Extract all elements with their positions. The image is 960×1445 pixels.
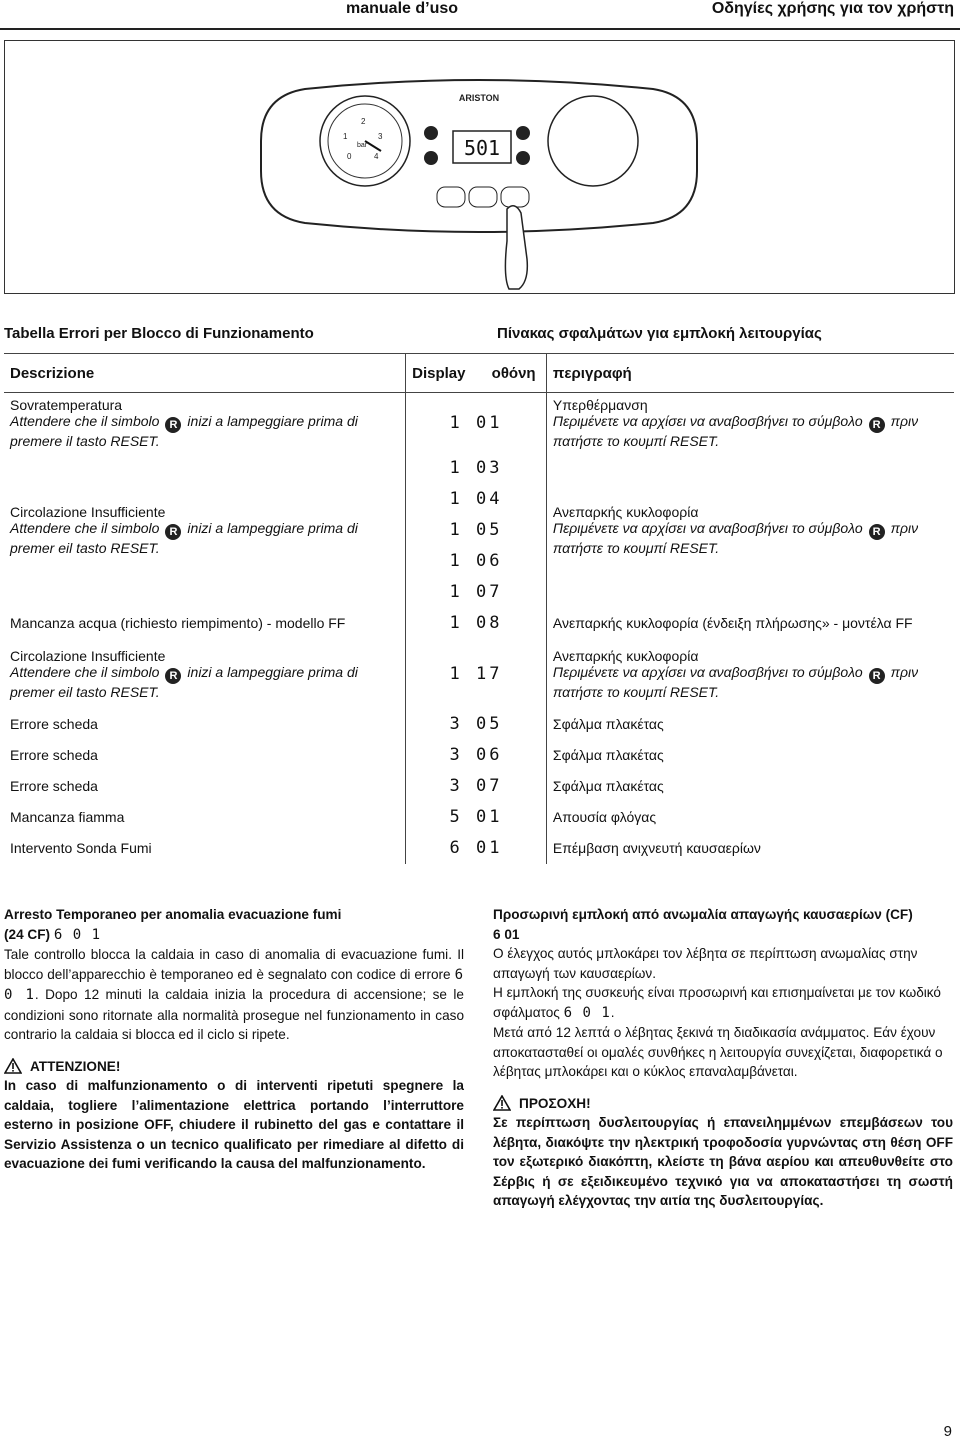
section-gr (493, 905, 953, 1211)
page-number: 9 (943, 1423, 952, 1440)
row-code: 1 17 (406, 639, 547, 709)
gauge-label-0: 0 (347, 152, 352, 161)
error-table (4, 353, 954, 864)
header-right: Οδηγίες χρήσης για τον χρήστη (711, 0, 954, 17)
row-desc-note-b: inizi a lampeggiare prima di premer eil tasto RESET. (10, 663, 358, 700)
row-code: 5 01 (406, 802, 547, 833)
row-gr-title: Υπερθέρμανση (552, 396, 648, 413)
lcd-code: 501 (463, 136, 501, 160)
section-it (4, 905, 464, 1174)
section-it-subcode: 6 0 1 (53, 926, 102, 943)
row-desc-gr: Σφάλμα πλακέτας (552, 747, 664, 763)
row-desc-gr: Ανεπαρκής κυκλοφορία (ένδειξη πλήρωσης» - μοντέλα FF (552, 615, 913, 631)
gauge-label-1: 1 (343, 132, 348, 141)
section-gr-p1: Ο έλεγχος αυτός μπλοκάρει τον λέβητα σε περίπτωση ανωμαλίας στην απαγωγή των καυσαερίων. (493, 946, 918, 981)
row-desc (4, 453, 406, 608)
row-desc: Mancanza acqua (richiesto riempimento) - modello FF (10, 615, 346, 631)
header-display-it: Display (412, 364, 466, 382)
row-desc-note-a: Attendere che il simbolo (10, 412, 160, 429)
row-desc-gr (546, 393, 954, 453)
section-it-p1b: . Dopo 12 minuti la caldaia inizia la procedura di accensione; se le condizioni sono ritornate alla normalità prosegue nel funzionamento in caso contrario la caldaia si blocca ed il ciclo si ripete. (4, 987, 464, 1042)
table-row (4, 740, 954, 771)
table-title-it: Tabella Errori per Blocco di Funzionamento (4, 325, 314, 342)
row-codes (406, 453, 547, 608)
row-code: 3 06 (406, 740, 547, 771)
row-desc-title: Circolazione Insufficiente (10, 647, 166, 664)
table-row (4, 639, 954, 709)
gauge-label-2: 2 (361, 117, 366, 126)
row-code: 3 05 (406, 709, 547, 740)
power-button (437, 187, 465, 207)
table-row (4, 608, 954, 639)
row-gr-note-b: πριν πατήστε το κουμπί RESET. (552, 412, 919, 449)
row-desc-title: Sovratemperatura (10, 396, 123, 413)
header-display-gr: οθόνη (491, 364, 536, 382)
row-desc-note-a: Attendere che il simbolo (10, 663, 160, 680)
row-desc: Mancanza fiamma (10, 809, 125, 825)
row-desc-gr: Απουσία φλόγας (552, 809, 657, 825)
gauge-label-4: 4 (374, 152, 379, 161)
error-code-inline: 6 0 1 (4, 966, 464, 1003)
row-desc-note-b: inizi a lampeggiare prima di premer eil tasto RESET. (10, 520, 358, 556)
row-code: 1 05 (449, 519, 503, 540)
plus-icon-right (516, 126, 530, 140)
control-panel-figure (4, 40, 955, 294)
section-gr-title: Προσωρινή εμπλοκή από ανωμαλία απαγωγής καυσαερίων (CF) (493, 907, 913, 922)
row-code: 1 03 (449, 457, 503, 478)
row-desc-note (10, 520, 399, 556)
gauge-unit: bar (357, 142, 368, 149)
brand-logo: ARISTON (458, 93, 500, 103)
row-gr-note-a: Περιμένετε να αρχίσει να αναβοσβήνει το σύμβολο (552, 412, 863, 429)
reset-symbol-icon: R (165, 668, 181, 684)
row-desc-gr (546, 453, 954, 608)
row-code: 1 01 (406, 393, 547, 453)
reset-symbol-icon: R (165, 417, 181, 433)
row-desc-gr: Σφάλμα πλακέτας (552, 716, 664, 732)
mode-button (469, 187, 497, 207)
warning-text-it: In caso di malfunzionamento o di interventi ripetuti spegnere la caldaia, togliere l’alimentazione elettrica portando l’interruttore esterno in posizione OFF, chiudere il rubinetto del gas e contattare il Servizio Assistenza o un tecnico qualificato per rimediare al difetto di evacuazione dei fumi verificando la causa del malfunzionamento. (4, 1078, 464, 1171)
right-circle (548, 96, 638, 186)
reset-button (501, 187, 529, 207)
reset-symbol-icon: R (869, 417, 885, 433)
row-code: 1 06 (449, 550, 503, 571)
warning-title-gr: ΠΡΟΣΟΧΗ! (519, 1095, 591, 1111)
reset-symbol-icon: R (165, 524, 181, 540)
section-gr-subtitle: 6 01 (493, 926, 520, 942)
error-code-inline: 6 0 1 (563, 1004, 611, 1021)
row-gr-title: Ανεπαρκής κυκλοφορία (552, 647, 699, 664)
reset-symbol-icon: R (869, 524, 885, 540)
row-gr-title: Ανεπαρκής κυκλοφορία (552, 504, 699, 520)
warning-heading-it (4, 1057, 464, 1077)
table-row (4, 771, 954, 802)
row-desc-note-b: inizi a lampeggiare prima di premere il tasto RESET. (10, 412, 358, 449)
row-desc-title: Circolazione Insufficiente (10, 504, 166, 520)
plus-icon-left (424, 126, 438, 140)
row-gr-note (553, 413, 948, 449)
table-title-gr: Πίνακας σφαλμάτων για εμπλοκή λειτουργίας (497, 325, 822, 342)
row-gr-note (553, 520, 948, 556)
row-gr-note-a: Περιμένετε να αρχίσει να αναβοσβήνει το σύμβολο (552, 520, 863, 536)
table-row (4, 453, 954, 608)
table-row (4, 802, 954, 833)
section-it-paragraph (4, 945, 464, 1045)
row-desc: Errore scheda (10, 778, 98, 794)
row-desc (4, 393, 406, 453)
section-it-title: Arresto Temporaneo per anomalia evacuazione fumi (4, 907, 342, 922)
warning-triangle-icon (4, 1058, 22, 1074)
row-desc-gr: Επέμβαση ανιχνευτή καυσαερίων (552, 840, 761, 856)
section-gr-p2b: . (610, 1004, 615, 1020)
minus-icon-right (516, 151, 530, 165)
row-desc: Intervento Sonda Fumi (10, 840, 152, 856)
row-code: 3 07 (406, 771, 547, 802)
row-desc: Errore scheda (10, 747, 98, 763)
row-desc-gr (546, 639, 954, 709)
row-gr-note (553, 664, 948, 700)
table-header-row (4, 354, 954, 393)
section-gr-p3: Μετά από 12 λεπτά ο λέβητας ξεκινά τη διαδικασία ανάμματος. Εάν έχουν αποκατασταθεί οι ομαλές συνθήκες η λειτουργία συνεχίζεται, διαφορετικά ο λέβητας μπλοκάρει και ο κύκλος επαναλαμβάνεται. (493, 1025, 943, 1079)
warning-title-it: ATTENZIONE! (30, 1058, 121, 1074)
row-code: 1 04 (449, 488, 503, 509)
section-it-p1a: Tale controllo blocca la caldaia in caso di anomalia di evacuazione fumi. Il blocco dell’apparecchio è temporaneo ed è segnalato con codice di errore (4, 947, 464, 982)
boiler-panel-illustration (5, 41, 954, 293)
row-desc: Errore scheda (10, 716, 98, 732)
warning-heading-gr (493, 1094, 953, 1114)
row-desc (4, 639, 406, 709)
row-code: 6 01 (406, 833, 547, 864)
row-gr-note-b: πριν πατήστε το κουμπί RESET. (552, 520, 919, 556)
row-desc-note (10, 413, 399, 449)
warning-text-gr: Σε περίπτωση δυσλειτουργίας ή επανειλημμένων επεμβάσεων του λέβητα, διακόψτε την ηλεκτρική τροφοδοσία γυρνώντας στη θέση OFF τον εξωτερικό διακόπτη, κλείστε τη βάνα αερίου και απευθυνθείτε στο Σέρβις ή σε εξειδικευμένο τεχνικό για να αποκαταστήσει τη σωστή απαγωγή ελέγχοντας την αιτία της δυσλειτουργίας. (493, 1115, 953, 1208)
table-row (4, 393, 954, 453)
row-code: 1 08 (406, 608, 547, 639)
section-gr-p2 (493, 983, 953, 1023)
row-desc-note-a: Attendere che il simbolo (10, 520, 160, 536)
reset-symbol-icon: R (869, 668, 885, 684)
table-row (4, 709, 954, 740)
row-desc-gr: Σφάλμα πλακέτας (552, 778, 664, 794)
page-header (0, 0, 960, 30)
section-it-subtitle-label: (24 CF) (4, 926, 51, 942)
header-left: manuale d’uso (346, 0, 459, 17)
header-descrizione: Descrizione (4, 354, 406, 393)
header-perigrafi: περιγραφή (546, 354, 954, 393)
warning-triangle-icon (493, 1095, 511, 1111)
gauge-label-3: 3 (378, 132, 383, 141)
row-gr-note-a: Περιμένετε να αρχίσει να αναβοσβήνει το σύμβολο (552, 663, 863, 680)
minus-icon-left (424, 151, 438, 165)
section-gr-p2a: Η εμπλοκή της συσκευής είναι προσωρινή και επισημαίνεται με τον κωδικό σφάλματος (493, 985, 941, 1020)
row-gr-note-b: πριν πατήστε το κουμπί RESET. (552, 663, 919, 700)
row-code: 1 07 (449, 581, 503, 602)
section-it-subtitle (4, 925, 464, 946)
table-row (4, 833, 954, 864)
row-desc-note (10, 664, 399, 700)
header-display (406, 354, 547, 393)
